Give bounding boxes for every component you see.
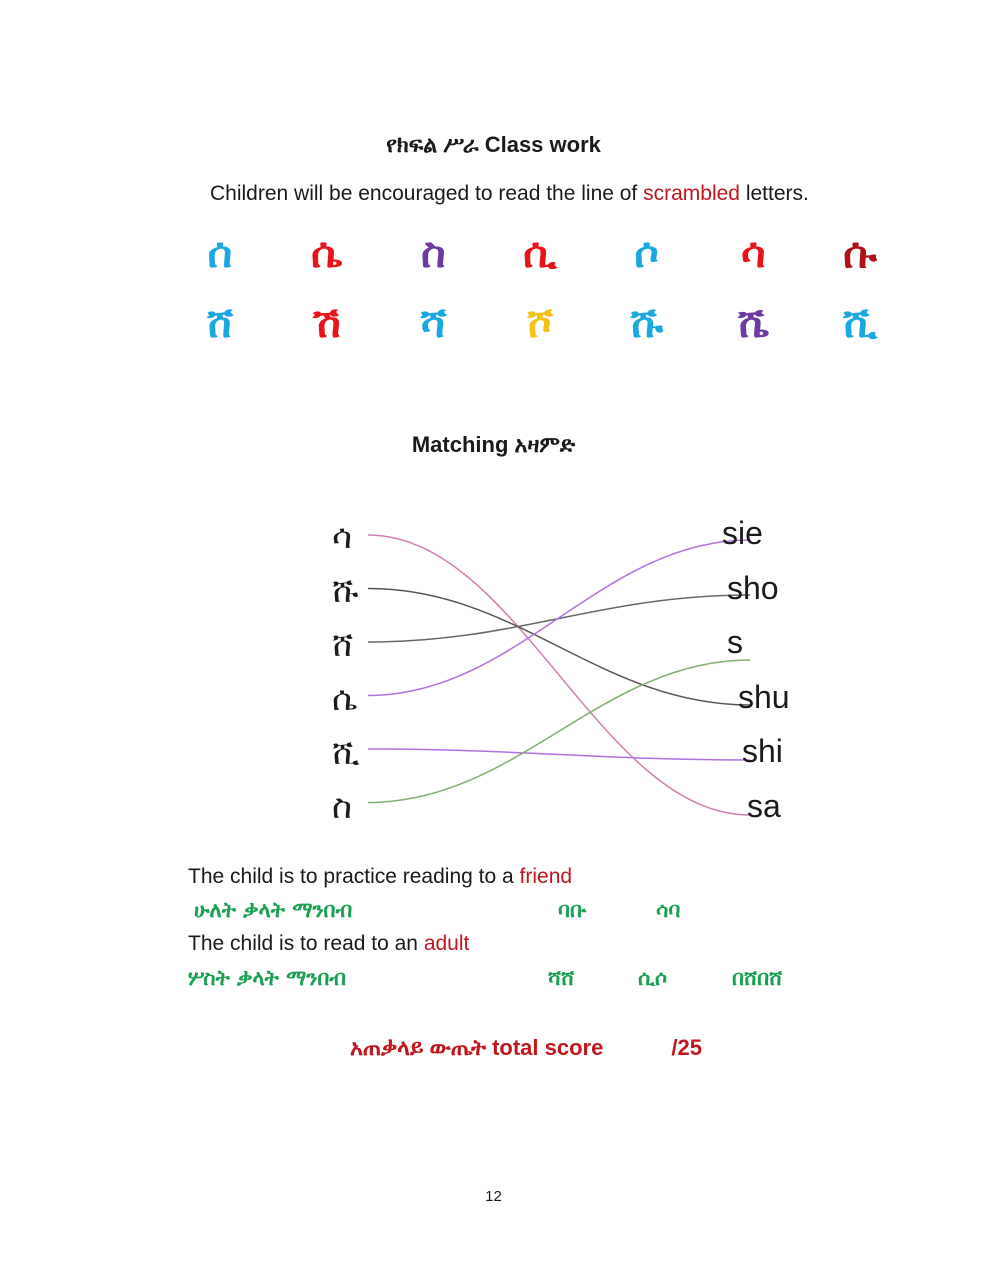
letter: ስ xyxy=(420,228,446,277)
letter: ሸ xyxy=(206,298,234,347)
letter: ሻ xyxy=(420,298,447,347)
highlight-friend: friend xyxy=(519,865,573,888)
score-label: አጠቃላይ ውጤት total score xyxy=(350,1035,604,1060)
matching-left-column xyxy=(332,510,360,834)
page-number: 12 xyxy=(485,1188,502,1205)
match-line xyxy=(368,535,750,815)
letter: ሴ xyxy=(311,228,343,277)
total-score xyxy=(350,1035,702,1061)
highlight-word: scrambled xyxy=(643,182,740,205)
page-title: የክፍል ሥራ Class work xyxy=(386,132,601,157)
instructions-text: Children will be encouraged to read the line of xyxy=(210,182,644,205)
letter: ሺ xyxy=(842,298,878,347)
practice-text-1: The child is to practice reading to a xyxy=(188,865,520,888)
letter: ሶ xyxy=(634,228,659,277)
word: ባቡ xyxy=(558,898,587,922)
letter: ሱ xyxy=(843,228,877,277)
three-words-label: ሦስት ቃላት ማንበብ xyxy=(188,966,347,990)
highlight-adult: adult xyxy=(423,932,470,955)
letter: ሹ xyxy=(630,298,663,347)
letter: ሰ xyxy=(207,228,233,277)
word: ሻሸ xyxy=(548,966,575,990)
match-right-sound: sa xyxy=(747,787,781,824)
match-line xyxy=(368,660,750,803)
match-right-sound: shi xyxy=(742,733,783,769)
matching-title: Matching አዛምድ xyxy=(411,432,576,457)
match-left-letter: ሳ xyxy=(332,517,352,557)
practice-text-2: The child is to read to an xyxy=(188,932,424,955)
match-left-letter: ሺ xyxy=(332,733,360,773)
letter: ሽ xyxy=(312,298,341,347)
instructions-end: letters. xyxy=(739,182,809,205)
match-right-sound: shu xyxy=(738,678,790,715)
practice-line-2 xyxy=(188,932,469,956)
match-right-sound: s xyxy=(727,624,743,660)
match-left-letter: ሴ xyxy=(332,679,358,719)
word: ሲሶ xyxy=(638,966,668,990)
match-left-letter: ሸ xyxy=(332,625,354,665)
match-right-sound: sie xyxy=(722,515,763,551)
match-line xyxy=(368,540,750,696)
practice-line-1 xyxy=(188,865,572,889)
match-left-letter: ስ xyxy=(332,787,352,827)
match-line xyxy=(368,749,750,760)
letter: ሲ xyxy=(523,228,557,277)
word: ሳባ xyxy=(656,898,681,922)
word: በሸበሸ xyxy=(732,966,783,990)
match-right-sound: sho xyxy=(727,569,779,606)
score-value: /25 xyxy=(671,1035,702,1060)
letter: ሾ xyxy=(526,298,554,347)
letter: ሳ xyxy=(740,228,766,277)
letter: ሼ xyxy=(737,298,769,347)
two-words-label: ሁለት ቃላት ማንበብ xyxy=(194,898,353,922)
match-left-letter: ሹ xyxy=(332,571,359,611)
